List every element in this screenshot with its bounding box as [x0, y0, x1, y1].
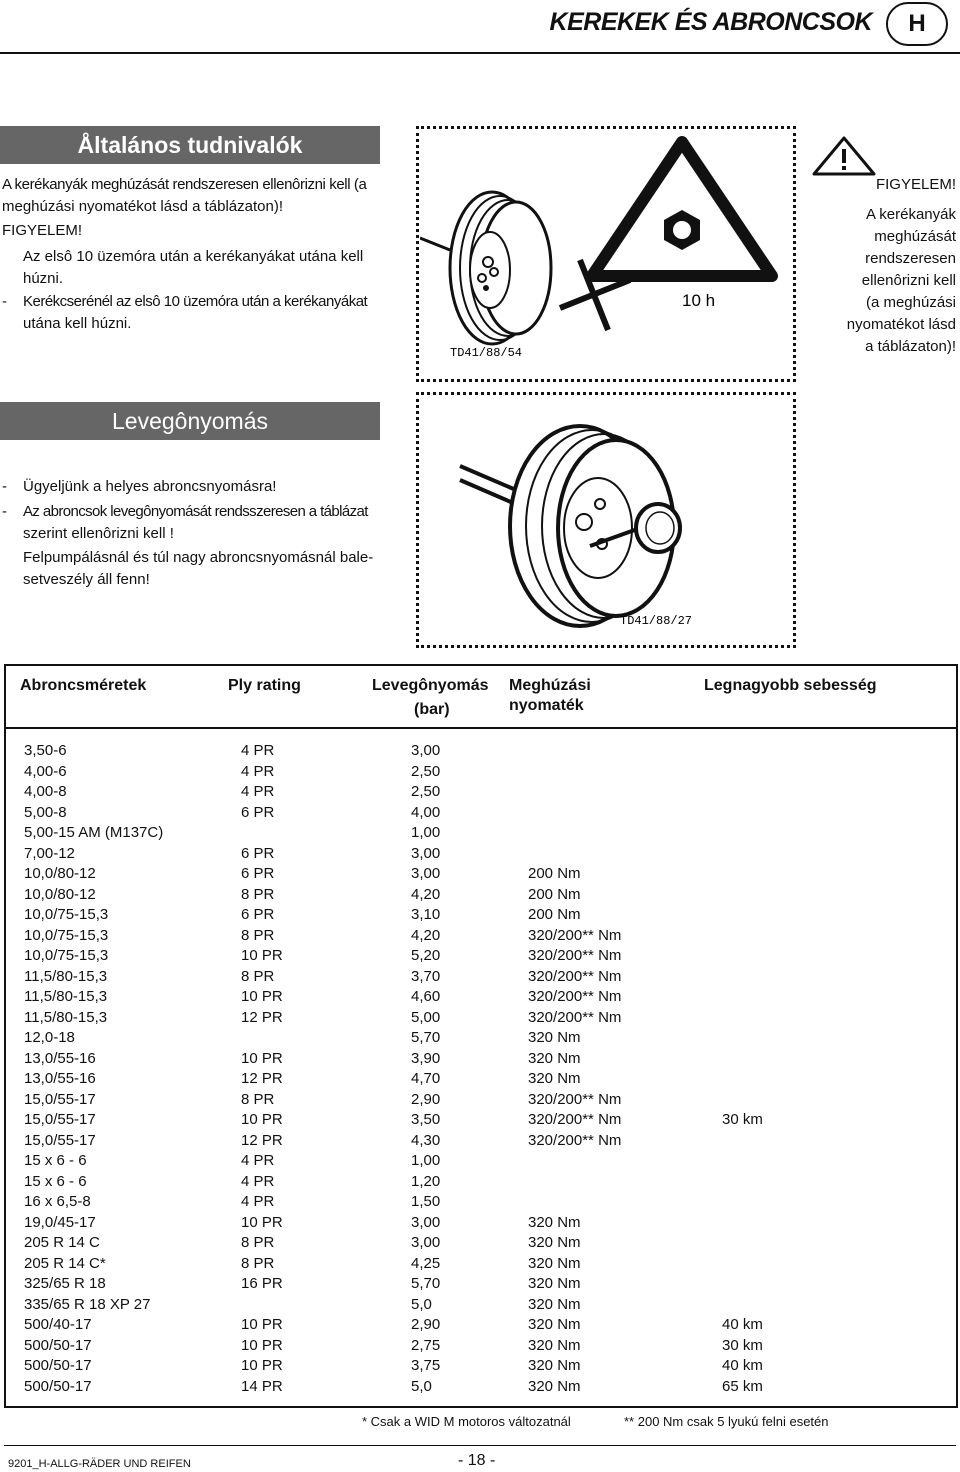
cell-size: 500/50-17 [24, 1377, 92, 1395]
cell-size: 16 x 6,5-8 [24, 1193, 91, 1210]
col-header-pressure-unit: (bar) [414, 701, 450, 718]
footnote-double-star: ** 200 Nm csak 5 lyukú felni esetén [624, 1414, 829, 1429]
section-title-general: Åltalános tudnivalók [0, 126, 380, 164]
cell-size: 10,0/75-15,3 [24, 947, 109, 964]
cell-torque: 320 Nm [528, 1316, 581, 1333]
cell-ply: 8 PR [241, 885, 275, 903]
cell-ply: 4 PR [241, 1152, 275, 1169]
pressure-note-2-line2: szerint ellenôrizni kell ! [23, 525, 174, 542]
cell-pressure: 5,0 [411, 1295, 432, 1313]
cell-speed: 40 km [722, 1357, 763, 1374]
warning-label: FIGYELEM! [2, 222, 83, 239]
cell-torque: 320/200** Nm [528, 967, 622, 985]
cell-pressure: 3,00 [411, 1234, 441, 1251]
cell-size: 205 R 14 C* [24, 1254, 106, 1272]
cell-ply: 8 PR [241, 926, 275, 944]
wheel-change-note-line2: utána kell húzni. [23, 315, 132, 332]
pressure-warning-line2: setveszély áll fenn! [23, 571, 150, 588]
col-header-torque: Meghúzási [509, 677, 591, 694]
cell-size: 5,00-15 AM (M137C) [24, 824, 164, 841]
warning-triangle-icon [812, 136, 876, 176]
cell-size: 4,00-6 [24, 762, 67, 780]
cell-pressure: 4,70 [411, 1070, 441, 1087]
warning-line: rendszeresen [865, 250, 956, 267]
cell-torque: 320 Nm [528, 1213, 581, 1231]
cell-ply: 4 PR [241, 783, 275, 800]
cell-pressure: 2,90 [411, 1316, 441, 1333]
table-row [0, 906, 960, 926]
cell-pressure: 4,25 [411, 1254, 441, 1272]
table-row [0, 988, 960, 1008]
cell-speed: 30 km [722, 1336, 763, 1354]
table-row [0, 824, 960, 844]
cell-ply: 4 PR [241, 1193, 275, 1210]
table-row [0, 1214, 960, 1234]
table-row [0, 1091, 960, 1111]
figure-code-1: TD41/88/54 [450, 346, 523, 360]
cell-torque: 320/200** Nm [528, 1111, 622, 1128]
cell-torque: 320 Nm [528, 1336, 581, 1354]
figure-code-2: TD41/88/27 [620, 614, 693, 628]
cell-size: 500/40-17 [24, 1316, 92, 1333]
cell-size: 15,0/55-17 [24, 1111, 96, 1128]
cell-ply: 8 PR [241, 967, 275, 985]
cell-torque: 320/200** Nm [528, 1090, 622, 1108]
cell-ply: 6 PR [241, 865, 275, 882]
cell-ply: 12 PR [241, 1131, 283, 1149]
cell-ply: 12 PR [241, 1008, 283, 1026]
cell-torque: 320/200** Nm [528, 926, 622, 944]
table-row [0, 783, 960, 803]
table-row [0, 1193, 960, 1213]
cell-size: 335/65 R 18 XP 27 [24, 1295, 151, 1313]
cell-ply: 10 PR [241, 1213, 283, 1231]
cell-size: 7,00-12 [24, 844, 75, 862]
wheel-nut-illustration [420, 130, 790, 375]
cell-pressure: 4,30 [411, 1131, 441, 1149]
chapter-badge: H [886, 2, 948, 46]
pressure-note-1: Ügyeljünk a helyes abroncsnyomásra! [23, 478, 277, 495]
table-row [0, 1275, 960, 1295]
cell-size: 11,5/80-15,3 [24, 988, 108, 1005]
cell-torque: 320 Nm [528, 1070, 581, 1087]
cell-ply: 14 PR [241, 1377, 283, 1395]
cell-size: 10,0/75-15,3 [24, 926, 109, 944]
cell-torque: 320 Nm [528, 1029, 581, 1046]
col-header-size: Abroncsméretek [20, 677, 147, 694]
warning-text-line2: húzni. [23, 270, 64, 287]
cell-pressure: 5,00 [411, 1008, 441, 1026]
table-row [0, 763, 960, 783]
cell-pressure: 3,00 [411, 1213, 441, 1231]
table-row [0, 1316, 960, 1336]
cell-size: 10,0/75-15,3 [24, 906, 109, 923]
cell-speed: 40 km [722, 1316, 763, 1333]
cell-ply: 10 PR [241, 1049, 283, 1067]
table-row [0, 1173, 960, 1193]
list-dash: - [2, 478, 7, 495]
cell-speed: 65 km [722, 1377, 763, 1395]
cell-size: 11,5/80-15,3 [24, 967, 108, 985]
warning-line: ellenôrizni kell [861, 272, 956, 289]
document-code: 9201_H-ALLG-RÄDER UND REIFEN [8, 1458, 191, 1470]
cell-pressure: 3,75 [411, 1357, 441, 1374]
cell-size: 15 x 6 - 6 [24, 1152, 87, 1169]
table-row [0, 927, 960, 947]
footnote-star: * Csak a WID M motoros változatnál [362, 1414, 571, 1429]
table-row [0, 865, 960, 885]
cell-pressure: 5,70 [411, 1275, 441, 1292]
cell-pressure: 5,70 [411, 1029, 441, 1046]
col-header-pressure: Levegônyomás [372, 677, 489, 694]
cell-size: 4,00-8 [24, 783, 67, 800]
cell-pressure: 1,20 [411, 1172, 441, 1190]
hours-label: 10 h [682, 291, 716, 310]
cell-size: 500/50-17 [24, 1336, 92, 1354]
cell-ply: 6 PR [241, 803, 275, 821]
cell-ply: 6 PR [241, 906, 275, 923]
cell-pressure: 4,00 [411, 803, 441, 821]
list-dash: - [2, 293, 7, 310]
cell-size: 10,0/80-12 [24, 865, 96, 882]
pressure-note-2-line1: Az abroncsok levegônyomását rendsszeresen a táblázat [23, 503, 368, 520]
table-row [0, 1234, 960, 1254]
table-row [0, 1152, 960, 1172]
cell-pressure: 3,10 [411, 906, 441, 923]
cell-pressure: 4,60 [411, 988, 441, 1005]
cell-size: 15,0/55-17 [24, 1131, 96, 1149]
cell-ply: 10 PR [241, 1316, 283, 1333]
cell-torque: 320 Nm [528, 1275, 581, 1292]
table-row [0, 1029, 960, 1049]
table-row [0, 845, 960, 865]
general-paragraph-line1: A kerékanyák meghúzását rendszeresen ellenôrizni kell (a [2, 176, 367, 193]
cell-pressure: 3,70 [411, 967, 441, 985]
cell-size: 19,0/45-17 [24, 1213, 96, 1231]
list-dash: - [2, 503, 7, 520]
col-header-speed: Legnagyobb sebesség [704, 677, 877, 694]
table-row [0, 947, 960, 967]
cell-pressure: 5,0 [411, 1377, 432, 1395]
table-row [0, 1296, 960, 1316]
table-row [0, 1009, 960, 1029]
table-row [0, 1070, 960, 1090]
cell-torque: 320 Nm [528, 1254, 581, 1272]
cell-ply: 16 PR [241, 1275, 283, 1292]
cell-size: 10,0/80-12 [24, 885, 96, 903]
col-header-torque-line2: nyomaték [509, 697, 584, 714]
table-row [0, 1357, 960, 1377]
cell-torque: 200 Nm [528, 865, 581, 882]
cell-pressure: 1,00 [411, 824, 441, 841]
cell-ply: 10 PR [241, 1357, 283, 1374]
footer-divider [4, 1445, 956, 1446]
cell-torque: 320/200** Nm [528, 1008, 622, 1026]
page-header-title: KEREKEK ÉS ABRONCSOK [549, 8, 872, 36]
cell-pressure: 5,20 [411, 947, 441, 964]
cell-pressure: 3,90 [411, 1049, 441, 1067]
cell-torque: 320 Nm [528, 1295, 581, 1313]
cell-torque: 320 Nm [528, 1357, 581, 1374]
header-divider [0, 52, 960, 54]
cell-pressure: 3,00 [411, 844, 441, 862]
cell-torque: 320 Nm [528, 1377, 581, 1395]
table-row [0, 1378, 960, 1398]
page-number: - 18 - [458, 1452, 496, 1469]
cell-pressure: 1,00 [411, 1152, 441, 1169]
cell-torque: 200 Nm [528, 906, 581, 923]
tire-pressure-illustration [420, 396, 790, 641]
cell-pressure: 2,75 [411, 1336, 441, 1354]
table-row [0, 1132, 960, 1152]
cell-pressure: 4,20 [411, 926, 441, 944]
cell-torque: 320 Nm [528, 1234, 581, 1251]
cell-speed: 30 km [722, 1111, 763, 1128]
cell-size: 11,5/80-15,3 [24, 1008, 108, 1026]
table-row [0, 1337, 960, 1357]
wheel-change-note-line1: Kerékcserénél az elsô 10 üzemóra után a kerékanyákat [23, 293, 368, 310]
cell-pressure: 3,00 [411, 742, 441, 759]
table-row [0, 968, 960, 988]
table-row [0, 742, 960, 762]
cell-size: 325/65 R 18 [24, 1275, 106, 1292]
cell-torque: 200 Nm [528, 885, 581, 903]
cell-ply: 10 PR [241, 947, 283, 964]
cell-ply: 12 PR [241, 1070, 283, 1087]
cell-ply: 10 PR [241, 1111, 283, 1128]
general-paragraph-line2: meghúzási nyomatékot lásd a táblázaton)! [2, 198, 283, 215]
cell-ply: 4 PR [241, 762, 275, 780]
cell-size: 205 R 14 C [24, 1234, 100, 1251]
cell-torque: 320/200** Nm [528, 1131, 622, 1149]
cell-pressure: 2,90 [411, 1090, 441, 1108]
cell-size: 15,0/55-17 [24, 1090, 96, 1108]
cell-size: 500/50-17 [24, 1357, 92, 1374]
cell-ply: 8 PR [241, 1090, 275, 1108]
cell-pressure: 3,50 [411, 1111, 441, 1128]
cell-ply: 4 PR [241, 1172, 275, 1190]
cell-ply: 6 PR [241, 844, 275, 862]
cell-pressure: 4,20 [411, 885, 441, 903]
cell-pressure: 1,50 [411, 1193, 441, 1210]
warning-line: A kerékanyák [865, 206, 956, 223]
cell-ply: 10 PR [241, 988, 283, 1005]
table-row [0, 1050, 960, 1070]
cell-torque: 320 Nm [528, 1049, 581, 1067]
table-row [0, 1111, 960, 1131]
cell-size: 15 x 6 - 6 [24, 1172, 87, 1190]
warning-text-line1: Az elsô 10 üzemóra után a kerékanyákat utána kell [23, 248, 364, 265]
cell-ply: 8 PR [241, 1234, 275, 1251]
cell-ply: 8 PR [241, 1254, 275, 1272]
warning-line: nyomatékot lásd [846, 316, 956, 333]
cell-size: 5,00-8 [24, 803, 67, 821]
table-row [0, 886, 960, 906]
section-title-air-pressure: Levegônyomás [0, 402, 380, 440]
cell-pressure: 2,50 [411, 762, 441, 780]
cell-size: 13,0/55-16 [24, 1070, 96, 1087]
cell-size: 13,0/55-16 [24, 1049, 96, 1067]
warning-line: a táblázaton)! [865, 338, 956, 355]
pressure-warning-line1: Felpumpálásnál és túl nagy abroncsnyomásnál bale- [23, 549, 374, 566]
table-row [0, 804, 960, 824]
table-header-divider [4, 727, 958, 729]
warning-heading: FIGYELEM! [875, 176, 956, 193]
cell-ply: 4 PR [241, 742, 275, 759]
cell-size: 3,50-6 [24, 742, 67, 759]
cell-torque: 320/200** Nm [528, 947, 622, 964]
col-header-ply: Ply rating [228, 677, 301, 694]
cell-pressure: 3,00 [411, 865, 441, 882]
warning-line: (a meghúzási [865, 294, 956, 311]
table-row [0, 1255, 960, 1275]
cell-pressure: 2,50 [411, 783, 441, 800]
cell-size: 12,0-18 [24, 1029, 75, 1046]
cell-torque: 320/200** Nm [528, 988, 622, 1005]
warning-line: meghúzását [874, 228, 956, 245]
cell-ply: 10 PR [241, 1336, 283, 1354]
